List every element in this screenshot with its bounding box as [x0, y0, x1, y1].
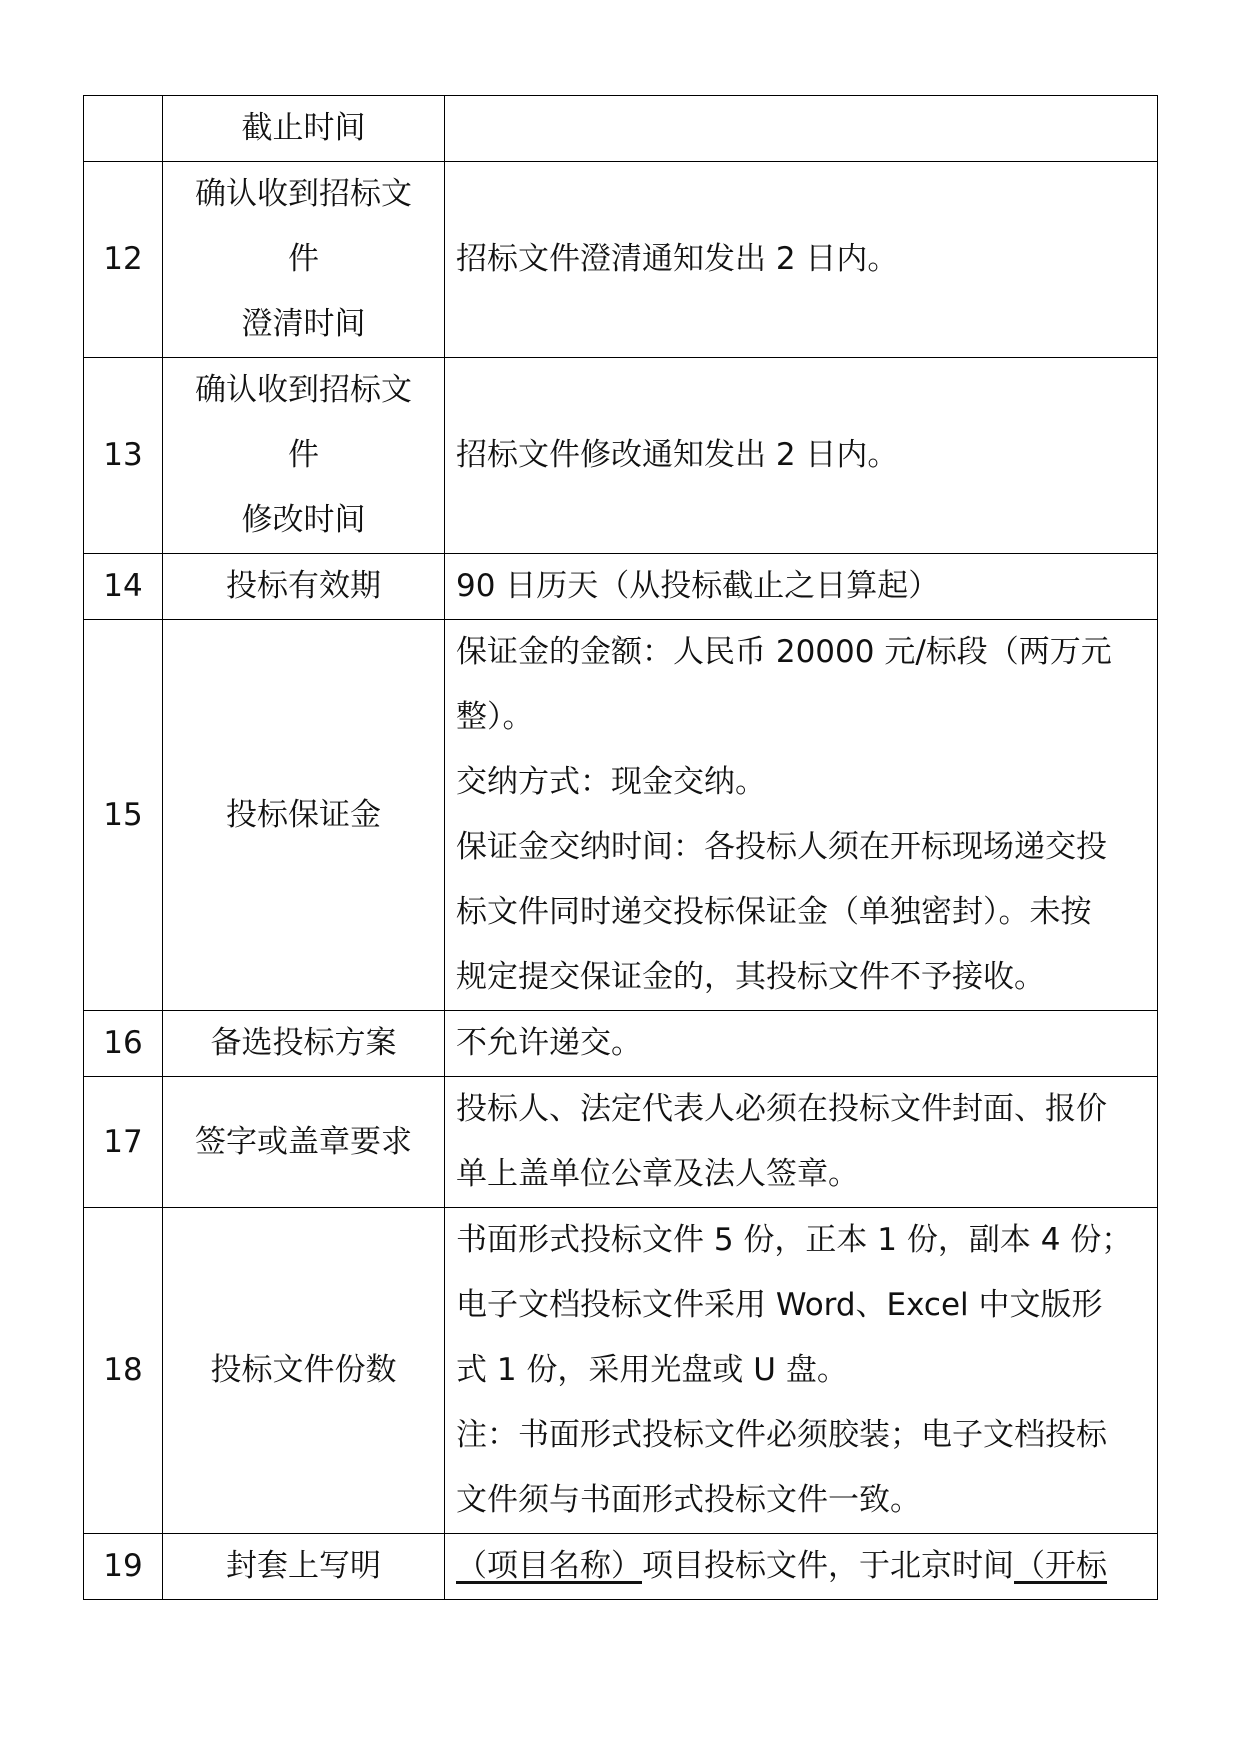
- content-line: 规定提交保证金的，其投标文件不予接收。: [456, 959, 1045, 995]
- item-line: 修改时间: [241, 502, 366, 538]
- content-line: 投标人、法定代表人必须在投标文件封面、报价: [456, 1091, 1107, 1127]
- content-line: 招标文件修改通知发出 2 日内。: [456, 437, 899, 473]
- content-line: 交纳方式：现金交纳。: [456, 764, 766, 800]
- content-line: 招标文件澄清通知发出 2 日内。: [456, 241, 899, 277]
- item-line: 投标保证金: [226, 796, 381, 833]
- item-line: 澄清时间: [241, 306, 366, 342]
- table-row: [84, 1077, 1158, 1208]
- row-number: 16: [84, 1011, 163, 1077]
- row-number: [84, 96, 163, 162]
- item-line: 确认收到招标文: [195, 176, 412, 212]
- row-number: 15: [84, 620, 163, 1011]
- row-number: 12: [84, 162, 163, 358]
- row-content: [445, 358, 1158, 554]
- row-number: 17: [84, 1077, 163, 1208]
- content-line: 标文件同时递交投标保证金（单独密封）。未按: [456, 894, 1092, 930]
- row-item: [163, 1208, 445, 1534]
- row-content: [445, 1208, 1158, 1534]
- row-item: [163, 1534, 445, 1600]
- row-item: [163, 96, 445, 162]
- item-line: 确认收到招标文: [195, 372, 412, 408]
- row-number: 14: [84, 554, 163, 620]
- row-item: [163, 162, 445, 358]
- item-line: 备选投标方案: [210, 1025, 397, 1061]
- item-line: 件: [288, 437, 319, 473]
- content-line: 注：书面形式投标文件必须胶装；电子文档投标: [456, 1417, 1107, 1453]
- row-content: [445, 554, 1158, 620]
- table-row: [84, 162, 1158, 358]
- item-line: 封套上写明: [226, 1548, 381, 1584]
- row-item: [163, 358, 445, 554]
- content-line: 电子文档投标文件采用 Word、Excel 中文版形: [456, 1287, 1103, 1323]
- row-content: [445, 96, 1158, 162]
- content-line: 保证金的金额：人民币 20000 元/标段（两万元: [456, 634, 1112, 670]
- row-item: [163, 554, 445, 620]
- content-line: [456, 1534, 1147, 1599]
- row-item: [163, 1077, 445, 1208]
- table-row: [84, 358, 1158, 554]
- table-row: [84, 1534, 1158, 1600]
- table-row: [84, 96, 1158, 162]
- row-content: [445, 1077, 1158, 1208]
- content-line: 文件须与书面形式投标文件一致。: [456, 1482, 921, 1518]
- content-line: 不允许递交。: [456, 1025, 642, 1061]
- item-line: 件: [288, 241, 319, 277]
- item-line: 投标文件份数: [210, 1352, 397, 1388]
- table-row: [84, 1011, 1158, 1077]
- row-content: [445, 1534, 1158, 1600]
- row-item: [163, 620, 445, 1011]
- content-line: 保证金交纳时间：各投标人须在开标现场递交投: [456, 829, 1107, 865]
- row-number: 13: [84, 358, 163, 554]
- row-number: 19: [84, 1534, 163, 1600]
- item-line: 签字或盖章要求: [195, 1123, 412, 1160]
- item-line: 截止时间: [241, 110, 366, 146]
- item-line: 投标有效期: [226, 568, 381, 604]
- underlined-placeholder-project-name: （项目名称）: [456, 1548, 642, 1584]
- content-line: 书面形式投标文件 5 份，正本 1 份，副本 4 份；: [456, 1222, 1133, 1258]
- row-content: [445, 1011, 1158, 1077]
- row-content: [445, 162, 1158, 358]
- row-item: [163, 1011, 445, 1077]
- content-line: 单上盖单位公章及法人签章。: [456, 1156, 859, 1192]
- row-number: 18: [84, 1208, 163, 1534]
- content-line: 整）。: [456, 699, 534, 735]
- row-content: [445, 620, 1158, 1011]
- underlined-placeholder-opening-time: （开标: [1014, 1548, 1107, 1584]
- content-line: 90 日历天（从投标截止之日算起）: [456, 568, 940, 604]
- table-row: [84, 1208, 1158, 1534]
- content-text: 项目投标文件，于北京时间: [642, 1548, 1014, 1584]
- content-line: 式 1 份，采用光盘或 U 盘。: [456, 1352, 848, 1388]
- bidding-info-table: [83, 95, 1158, 1600]
- table-body: [84, 96, 1158, 1600]
- table-row: [84, 620, 1158, 1011]
- table-row: [84, 554, 1158, 620]
